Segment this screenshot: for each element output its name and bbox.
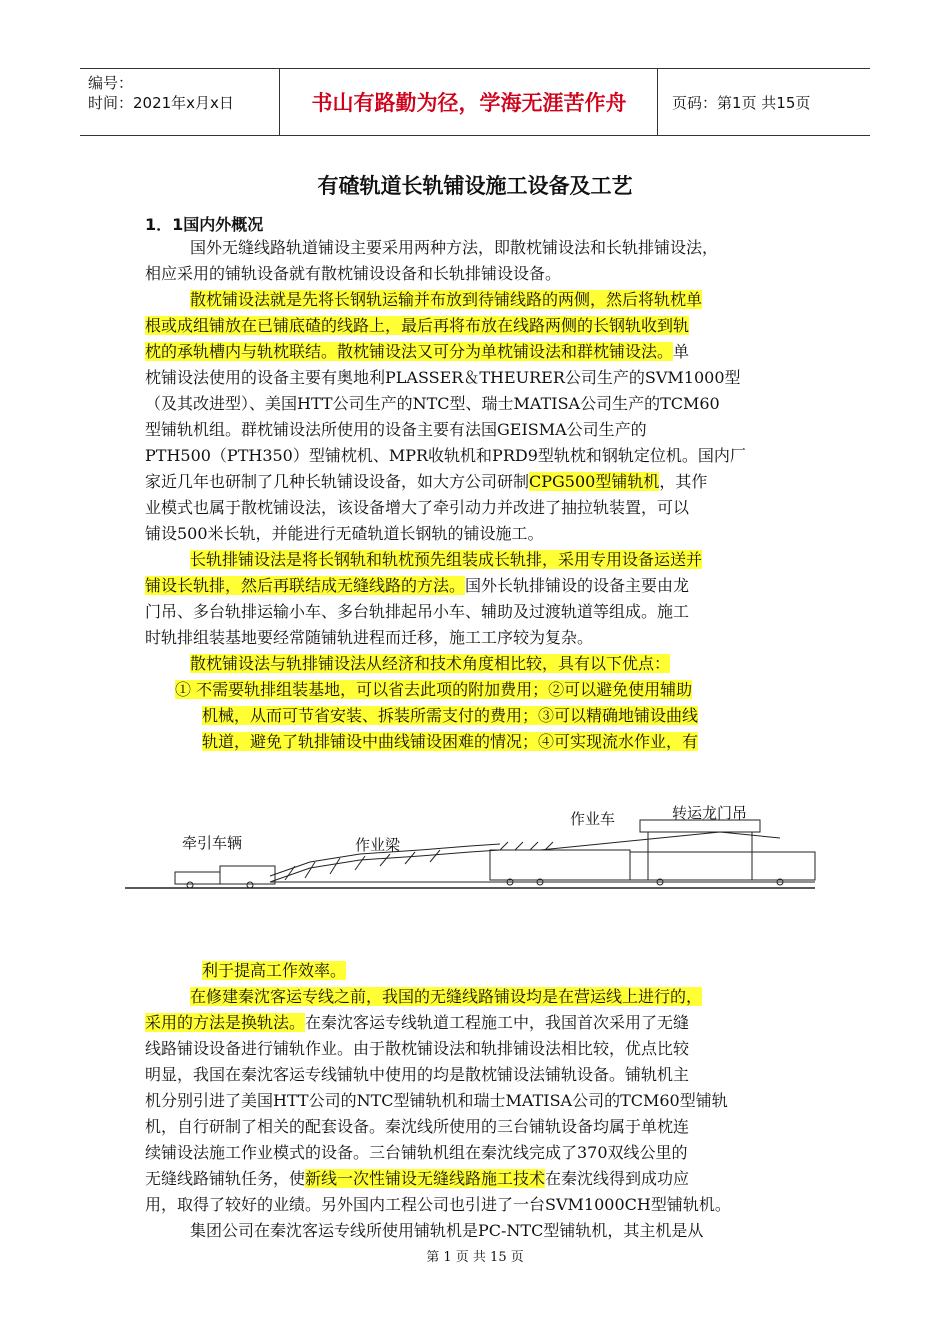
text-segment: 铺设500米长轨，并能进行无碴轨道长钢轨的铺设施工。 — [145, 524, 544, 543]
text-segment: 门吊、多台轨排运输小车、多台轨排起吊小车、辅助及过渡轨道等组成。施工 — [145, 602, 690, 621]
highlighted-text: 机械，从而可节省安装、拆装所需支付的费用；③可以精确地铺设曲线 — [202, 706, 699, 725]
text-line — [145, 547, 805, 573]
highlighted-text: 在修建秦沈客运专线之前，我国的无缝线路铺设均是在营运线上进行的， — [190, 987, 703, 1006]
document-title: 有碴轨道长轨铺设施工设备及工艺 — [317, 174, 633, 198]
label-working-car: 作业车 — [570, 810, 616, 828]
text-line — [145, 703, 805, 729]
text-line — [145, 958, 805, 984]
text-segment: 业模式也属于散枕铺设法，该设备增大了牵引动力并改进了抽拉轨装置，可以 — [145, 498, 690, 517]
highlighted-text: CPG500型铺轨机 — [529, 472, 660, 491]
text-segment: 单 — [673, 342, 690, 361]
text-segment: （及其改进型）、美国HTT公司生产的NTC型、瑞士MATISA公司生产的TCM60 — [145, 394, 720, 413]
text-line — [145, 651, 805, 677]
text-line — [145, 1140, 805, 1166]
text-line — [145, 625, 805, 651]
text-line — [145, 1192, 805, 1218]
text-line — [145, 339, 805, 365]
text-line — [145, 235, 805, 261]
page-label-text: 页码：第1页 共15页 — [672, 93, 811, 112]
highlighted-text: 长轨排铺设法是将长钢轨和轨枕预先组装成长轨排，采用专用设备运送并 — [190, 550, 703, 569]
text-segment: 机，自行研制了相关的配套设备。秦沈线所使用的三台铺轨设备均属于单枕连 — [145, 1117, 690, 1136]
highlighted-text: 散枕铺设法与轨排铺设法从经济和技术角度相比较，具有以下优点： — [190, 654, 671, 673]
text-line — [145, 1088, 805, 1114]
highlighted-text: 采用的方法是换轨法。 — [145, 1013, 306, 1032]
text-line — [145, 287, 805, 313]
text-line — [145, 417, 805, 443]
text-line — [145, 1166, 805, 1192]
label-working-beam: 作业梁 — [355, 836, 401, 854]
text-segment: 续铺设法施工作业模式的设备。三台铺轨机组在秦沈线完成了370双线公里的 — [145, 1143, 688, 1162]
text-line — [145, 573, 805, 599]
text-segment: 机分别引进了美国HTT公司的NTC型铺轨机和瑞士MATISA公司的TCM60型铺轨 — [145, 1091, 728, 1110]
highlighted-text: 枕的承轨槽内与轨枕联结。散枕铺设法又可分为单枕铺设法和群枕铺设法。 — [145, 342, 674, 361]
text-segment: 相应采用的铺轨设备就有散枕铺设设备和长轨排铺设设备。 — [145, 264, 562, 283]
text-segment: 明显，我国在秦沈客运专线铺轨中使用的均是散枕铺设法铺轨设备。铺轨机主 — [145, 1065, 690, 1084]
highlighted-text: 利于提高工作效率。 — [202, 961, 347, 980]
text-line — [145, 521, 805, 547]
highlighted-text: 根或成组铺放在已铺底碴的线路上，最后再将布放在线路两侧的长钢轨收到轨 — [145, 316, 690, 335]
highlighted-text: 新线一次性铺设无缝线路施工技术 — [305, 1169, 546, 1188]
text-line — [145, 1218, 805, 1244]
text-segment: 型铺轨机组。群枕铺设法所使用的设备主要有法国GEISMA公司生产的 — [145, 420, 647, 439]
text-line — [145, 365, 805, 391]
highlighted-text: 散枕铺设法就是先将长钢轨运输并布放到待铺线路的两侧，然后将轨枕单 — [190, 290, 703, 309]
text-line — [145, 1010, 805, 1036]
header-info-cell — [80, 69, 280, 135]
text-segment: 无缝线路铺轨任务，使 — [145, 1169, 306, 1188]
number-label: 编号： — [88, 74, 134, 92]
label-transfer-gantry: 转运龙门吊 — [672, 804, 748, 822]
text-segment: 线路铺设设备进行铺轨作业。由于散枕铺设法和轨排铺设法相比较，优点比较 — [145, 1039, 690, 1058]
text-line — [145, 261, 805, 287]
text-line — [145, 1062, 805, 1088]
text-line — [145, 984, 805, 1010]
page-footer: 第 1 页 共 15 页 — [426, 1250, 524, 1265]
text-segment: 在秦沈客运专线轨道工程施工中，我国首次采用了无缝 — [305, 1013, 690, 1032]
section-heading: 1．1国内外概况 — [145, 215, 264, 234]
text-line — [145, 469, 805, 495]
text-segment: 集团公司在秦沈客运专线所使用铺轨机是PC-NTC型铺轨机，其主机是从 — [190, 1221, 704, 1240]
motto: 书山有路勤为径，学海无涯苦作舟 — [281, 69, 658, 135]
page-header — [80, 68, 870, 136]
text-segment: 在秦沈线得到成功应 — [545, 1169, 690, 1188]
text-segment: 国外长轨排铺设的设备主要由龙 — [465, 576, 690, 595]
text-segment: 家近几年也研制了几种长轨铺设设备，如大方公司研制 — [145, 472, 530, 491]
text-line — [145, 391, 805, 417]
text-line — [145, 443, 805, 469]
text-line — [145, 677, 805, 703]
highlighted-text: 铺设长轨排，然后再联结成无缝线路的方法。 — [145, 576, 466, 595]
time-label: 时间：2021年x月x日 — [88, 94, 234, 112]
label-traction-vehicle: 牵引车辆 — [182, 834, 243, 852]
text-line — [145, 495, 805, 521]
text-line — [145, 313, 805, 339]
text-segment: PTH500（PTH350）型铺枕机、MPR收轨机和PRD9型轨枕和钢轨定位机。国内厂 — [145, 446, 746, 465]
track-laying-diagram — [120, 790, 820, 905]
text-segment: 国外无缝线路轨道铺设主要采用两种方法，即散枕铺设法和长轨排铺设法， — [190, 238, 719, 257]
text-segment: 时轨排组装基地要经常随铺轨进程而迁移，施工工序较为复杂。 — [145, 628, 594, 647]
highlighted-text: 轨道，避免了轨排铺设中曲线铺设困难的情况；④可实现流水作业，有 — [202, 732, 699, 751]
text-line — [145, 1114, 805, 1140]
text-segment: 枕铺设法使用的设备主要有奥地利PLASSER＆THEURER公司生产的SVM1000型 — [145, 368, 741, 387]
text-segment: 用，取得了较好的业绩。另外国内工程公司也引进了一台SVM1000CH型铺轨机。 — [145, 1195, 731, 1214]
highlighted-text: ① 不需要轨排组装基地，可以省去此项的附加费用；②可以避免使用辅助 — [175, 680, 693, 699]
text-line — [145, 599, 805, 625]
text-segment: ，其作 — [659, 472, 708, 491]
text-line — [145, 729, 805, 755]
page-label — [666, 69, 870, 135]
text-line — [145, 1036, 805, 1062]
